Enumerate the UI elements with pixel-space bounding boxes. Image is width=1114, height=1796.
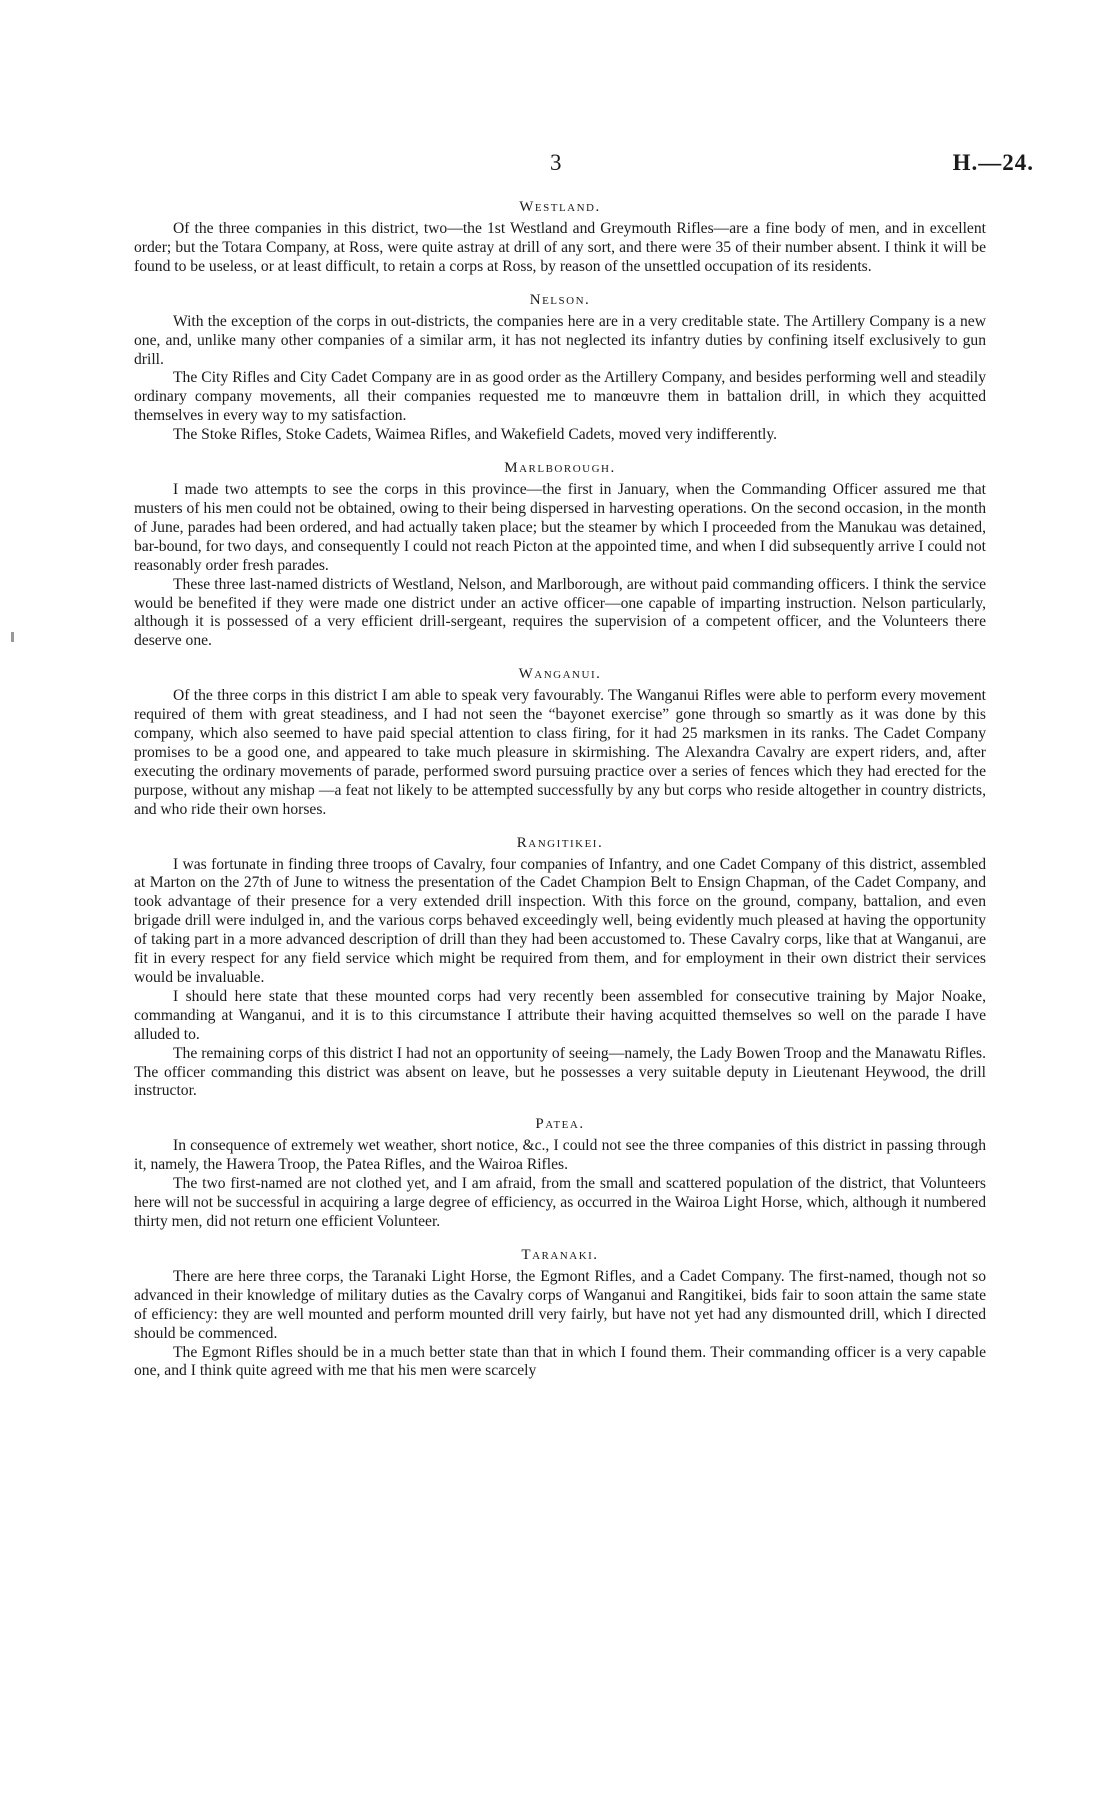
page-header [0,150,1114,180]
paragraph: I should here state that these mounted corps had very recently been assembled for consecutive training by Major Noake, commanding at Wanganui, and it is to this circumstance I attribute their having acquitted themselves so well on the parade I have alluded to. [134,987,986,1043]
section-westland [134,198,986,277]
section-heading: Marlborough. [504,460,616,477]
section-heading: Wanganui. [518,666,602,683]
section-taranaki [134,1246,986,1381]
paragraph: The City Rifles and City Cadet Company are in as good order as the Artillery Company, and besides performing well and steadily ordinary company movements, all their companies requested me to manœuvre them in battalion drill, in which they acquitted themselves in every way to my satisfaction. [134,369,986,425]
page-number: 3 [550,150,563,175]
paragraph: These three last-named districts of Westland, Nelson, and Marlborough, are without paid commanding officers. I think the service would be benefited if they were made one district under an active officer—one capable of imparting instruction. Nelson particularly, although it is possessed of a very efficient drill-sergeant, requires the supervision of a competent officer, and the Volunteers there deserve one. [134,575,986,650]
paragraph: The Egmont Rifles should be in a much better state than that in which I found them. Their commanding officer is a very capable one, and I think quite agreed with me that his men were scarcely [134,1343,986,1380]
paragraph: I made two attempts to see the corps in this province—the first in January, when the Commanding Officer assured me that musters of his men could not be obtained, owing to their being dispersed in harvesting operations. On the second occasion, in the month of June, parades had been ordered, and had actually taken place; but the steamer by which I proceeded from the Manukau was detained, bar-bound, for two days, and consequently I could not reach Picton at the appointed time, and when I did subsequently arrive I could not reasonably order fresh parades. [134,481,986,574]
paragraph: In consequence of extremely wet weather, short notice, &c., I could not see the three companies of this district in passing through it, namely, the Hawera Troop, the Patea Rifles, and the Wairoa Rifles. [134,1137,986,1174]
section-wanganui [134,665,986,819]
section-nelson [134,291,986,445]
section-heading: Westland. [519,199,601,215]
section-patea [134,1115,986,1232]
paragraph: The two first-named are not clothed yet, and I am afraid, from the small and scattered population of the district, that Volunteers here will not be successful in acquiring a large degree of efficiency, as occurred in the Wairoa Light Horse, which, although it numbered thirty men, did not return one efficient Volunteer. [134,1175,986,1230]
paragraph: The Stoke Rifles, Stoke Cadets, Waimea Rifles, and Wakefield Cadets, moved very indifferently. [173,426,778,444]
section-rangitikei [134,834,986,1102]
section-heading: Rangitikei. [516,834,604,851]
scan-speck [11,632,14,642]
paragraph: I was fortunate in finding three troops of Cavalry, four companies of Infantry, and one Cadet Company of this district, assembled at Marton on the 27th of June to witness the presentation of the Cadet Champion Belt to Ensign Chapman, of the Cadet Company, and took advantage of their presence for a very extended drill inspection. With this force on the ground, company, battalion, and even brigade drill were indulged in, and the various corps behaved exceedingly well, being evidently much pleased at having the opportunity of taking part in a more advanced description of drill than they had been accustomed to. These Cavalry corps, like that at Wanganui, are fit in every respect for any field service which might be required from them, and for employment in their own district their services would be invaluable. [134,855,986,986]
report-body [134,198,986,1381]
paragraph: Of the three companies in this district, two—the 1st Westland and Greymouth Rifles—are a fine body of men, and in excellent order; but the Totara Company, at Ross, were quite astray at drill of any sort, and there were 35 of their number absent. I think it will be found to be useless, or at least difficult, to retain a corps at Ross, by reason of the unsettled occupation of its residents. [134,220,986,275]
paragraph: There are here three corps, the Taranaki Light Horse, the Egmont Rifles, and a Cadet Company. The first-named, though not so advanced in their knowledge of military duties as the Cavalry corps of Wanganui and Rangitikei, bids fair to soon attain the same state of efficiency: they are well mounted and perform mounted drill very fairly, but have not yet had any dismounted drill, which I directed should be commenced. [134,1267,986,1342]
section-heading: Patea. [535,1116,585,1133]
section-heading: Nelson. [529,291,591,308]
paragraph: Of the three corps in this district I am able to speak very favourably. The Wanganui Rifles were able to perform every movement required of them with great steadiness, and I had not seen the “bayonet exercise” gone through so smartly as it was done by this company, which also seemed to have paid special attention to class firing, for it had 25 marksmen in its ranks. The Cadet Company promises to be a good one, and appeared to take much pleasure in skirmishing. The Alexandra Cavalry are expert riders, and, after executing the ordinary movements of parade, performed sword pursuing practice over a series of fences which they had erected for the purpose, without any mishap —a feat not likely to be attempted successfully by any but corps who reside altogether in country districts, and who ride their own horses. [134,687,986,818]
paragraph: The remaining corps of this district I had not an opportunity of seeing—namely, the Lady Bowen Troop and the Manawatu Rifles. The officer commanding this district was absent on leave, but he possesses a very suitable deputy in Lieutenant Heywood, the drill instructor. [134,1044,986,1100]
section-marlborough [134,459,986,651]
section-heading: Taranaki. [521,1246,599,1263]
paper-reference: H.—24. [952,150,1034,175]
paragraph: With the exception of the corps in out-districts, the companies here are in a very creditable state. The Artillery Company is a new one, and, unlike many other companies of a similar arm, it has not neglected its infantry duties by confining itself exclusively to gun drill. [134,312,986,368]
